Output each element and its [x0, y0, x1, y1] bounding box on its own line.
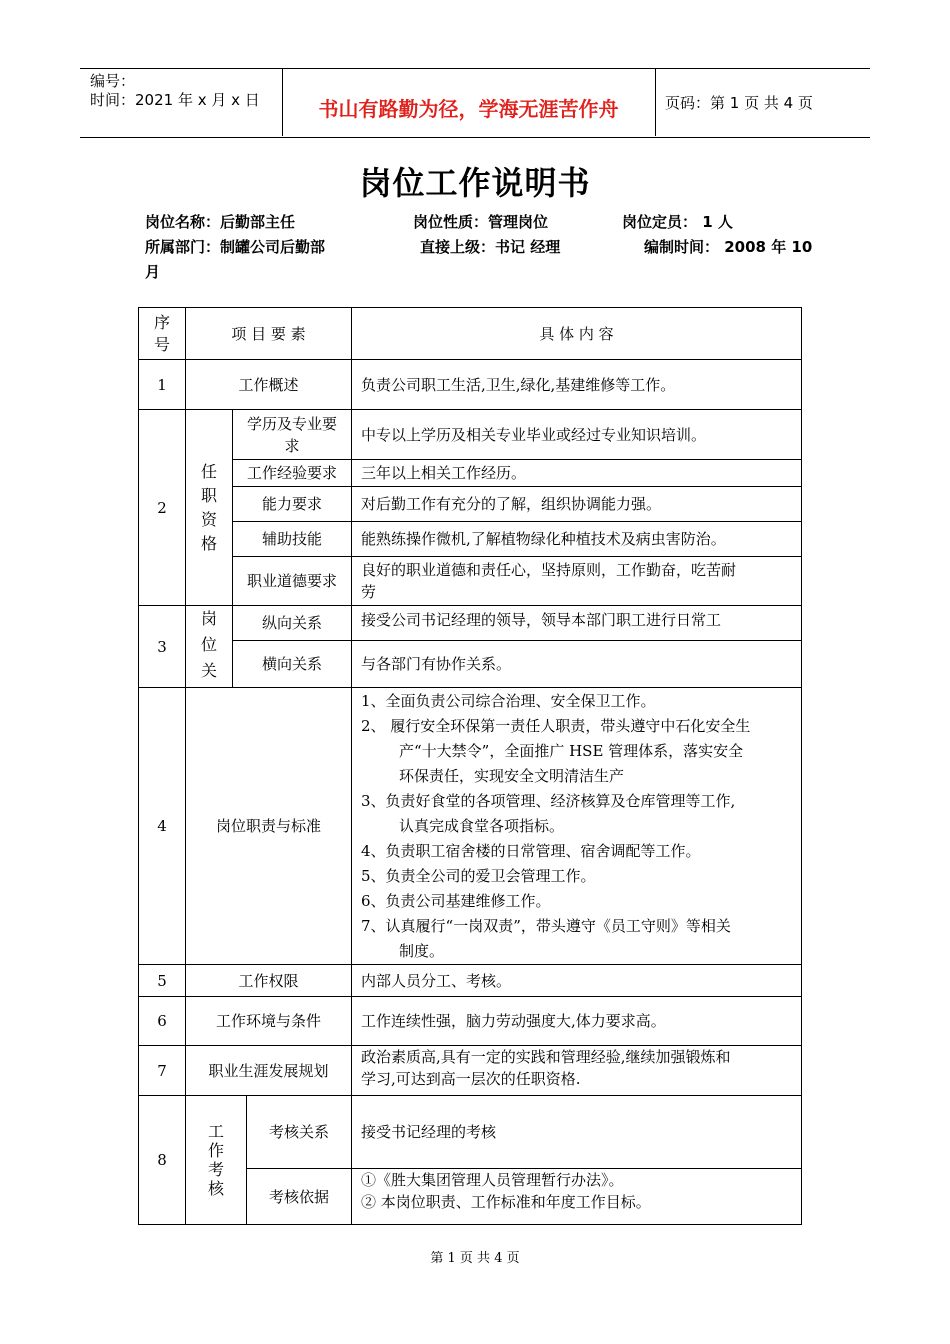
duty-list: [352, 688, 801, 964]
sub-item-label: 考核关系: [268, 1123, 329, 1141]
header-seq-line: 序: [153, 312, 170, 332]
header-item: 项 目 要 素: [231, 324, 306, 343]
sub-item-content: 三年以上相关工作经历。: [361, 464, 527, 482]
content-line: ①《胜大集团管理人员管理暂行办法》。: [361, 1171, 624, 1189]
sub-item-content: [352, 557, 801, 605]
duty-line: 环保责任，实现安全文明清洁生产: [399, 767, 625, 785]
table-border: [801, 307, 802, 1224]
sub-item-label: 辅助技能: [261, 530, 322, 548]
duty-line: 4、负责职工宿舍楼的日常管理、宿舍调配等工作。: [361, 842, 701, 860]
header-number: 编号：: [90, 72, 136, 90]
sub-item-content: 接受书记经理的考核: [361, 1123, 497, 1141]
row-item: 职业生涯发展规划: [208, 1061, 329, 1080]
header-content: 具 体 内 容: [539, 324, 614, 343]
group-char: 位: [200, 635, 217, 654]
row-group-label: [186, 1096, 246, 1224]
row-content: 负责公司职工生活,卫生,绿化,基建维修等工作。: [361, 375, 676, 394]
row-item: 岗位职责与标准: [215, 817, 321, 835]
row-item: 工作概述: [238, 375, 299, 394]
duty-line: 7、认真履行“一岗双责”，带头遵守《员工守则》等相关: [361, 917, 731, 935]
content-line: 良好的职业道德和责任心，坚持原则，工作勤奋，吃苦耐: [361, 561, 737, 579]
row-number: 6: [157, 1012, 167, 1030]
row-group-label: [186, 606, 232, 687]
compiled-time: 编制时间： 2008 年 10: [644, 238, 813, 256]
row-number: 3: [157, 637, 167, 656]
group-char: 考: [207, 1160, 224, 1179]
sub-item-label: 能力要求: [261, 495, 322, 513]
duty-line: 6、负责公司基建维修工作。: [361, 892, 551, 910]
duty-line: 产“十大禁令”，全面推广 HSE 管理体系，落实安全: [399, 742, 744, 760]
sub-item-label: 横向关系: [261, 655, 322, 673]
group-char: 任: [200, 461, 217, 481]
row-content: [352, 1046, 801, 1095]
sub-item-label: 纵向关系: [261, 614, 322, 632]
group-char: 作: [207, 1141, 224, 1160]
duty-line: 3、负责好食堂的各项管理、经济核算及仓库管理等工作,: [361, 792, 736, 810]
sub-item-label-line: 学历及专业要: [246, 414, 337, 433]
row-number: 4: [157, 817, 167, 835]
direct-superior: 直接上级：书记 经理: [420, 238, 561, 256]
content-line: ② 本岗位职责、工作标准和年度工作目标。: [361, 1193, 651, 1211]
group-char: 格: [200, 533, 217, 553]
sub-item-label-line: 求: [284, 436, 300, 455]
row-number: 1: [157, 375, 167, 394]
duty-line: 制度。: [399, 942, 445, 960]
sub-item-label: 考核依据: [268, 1187, 329, 1206]
header-time: 时间：2021 年 x 月 x 日: [90, 91, 260, 109]
header-seq-line: 号: [153, 334, 170, 354]
post-name: 岗位名称：后勤部主任: [145, 213, 296, 231]
sub-item-content: 中专以上学历及相关专业毕业或经过专业知识培训。: [361, 425, 707, 444]
row-content: 内部人员分工、考核。: [361, 971, 512, 990]
page-footer: 第 1 页 共 4 页: [430, 1251, 520, 1266]
sub-item-label: [233, 410, 351, 459]
duty-line: 5、负责全公司的爱卫会管理工作。: [361, 867, 596, 885]
header-motto: 书山有路勤为径，学海无涯苦作舟: [318, 97, 619, 121]
row-number: 7: [157, 1061, 167, 1080]
content-line: 劳: [361, 583, 377, 601]
group-char: 工: [207, 1122, 224, 1141]
duty-line: 1、全面负责公司综合治理、安全保卫工作。: [361, 692, 656, 710]
sub-item-label: 职业道德要求: [246, 572, 337, 590]
sub-item-content: 能熟练操作微机,了解植物绿化种植技术及病虫害防治。: [361, 530, 726, 548]
sub-item-label: 工作经验要求: [246, 464, 337, 482]
row-item: 工作权限: [238, 971, 299, 990]
header-seq: [139, 308, 185, 359]
table-border: [138, 1224, 802, 1225]
content-line: 政治素质高,具有一定的实践和管理经验,继续加强锻炼和: [361, 1048, 731, 1066]
row-number: 8: [157, 1151, 167, 1169]
department: 所属部门：制罐公司后勤部: [145, 238, 326, 256]
sub-item-content: 接受公司书记经理的领导，领导本部门职工进行日常工: [361, 611, 722, 629]
sub-item-content: 对后勤工作有充分的了解，组织协调能力强。: [361, 495, 662, 513]
document-title: 岗位工作说明书: [359, 164, 591, 202]
sub-item-content: 与各部门有协作关系。: [361, 655, 512, 673]
group-char: 关: [200, 661, 217, 680]
group-char: 岗: [200, 609, 217, 628]
group-char: 资: [200, 509, 217, 529]
group-char: 核: [207, 1179, 224, 1198]
row-number: 5: [157, 971, 167, 990]
group-char: 职: [200, 485, 217, 505]
row-group-label: [186, 410, 232, 605]
row-number: 2: [157, 498, 167, 517]
duty-line: 认真完成食堂各项指标。: [399, 817, 565, 835]
content-line: 学习,可达到高一层次的任职资格.: [361, 1070, 581, 1088]
post-nature: 岗位性质：管理岗位: [413, 213, 549, 231]
duty-line: 2、 履行安全环保第一责任人职责，带头遵守中石化安全生: [361, 717, 751, 735]
header-page-number: 页码：第 1 页 共 4 页: [665, 94, 813, 112]
row-item: 工作环境与条件: [215, 1012, 321, 1030]
sub-item-content: [352, 1169, 801, 1224]
compiled-time-continued: 月: [145, 263, 161, 281]
row-content: 工作连续性强，脑力劳动强度大,体力要求高。: [361, 1012, 666, 1030]
header-divider: [655, 68, 656, 136]
headcount: 岗位定员： 1 人: [622, 213, 733, 231]
